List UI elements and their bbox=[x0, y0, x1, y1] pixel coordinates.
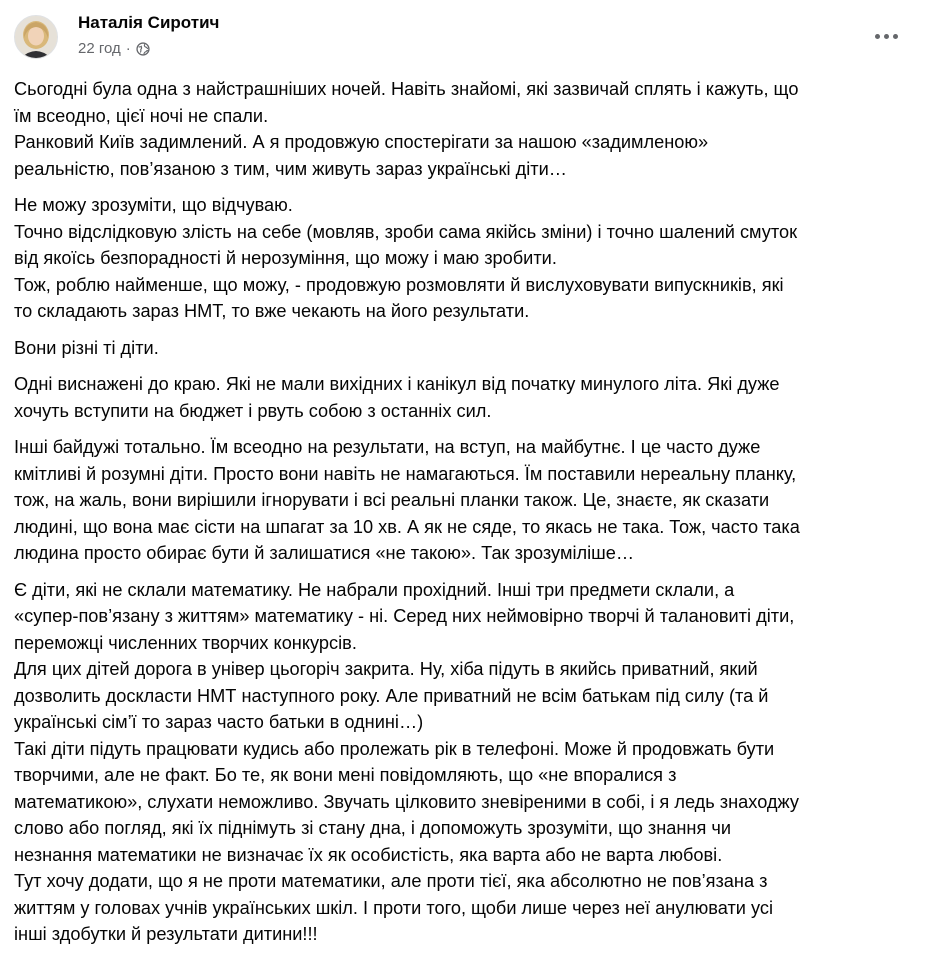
post-text-line: Інші байдужі тотально. Їм всеодно на результати, на вступ, на майбутнє. І це часто дуже bbox=[14, 437, 761, 457]
post-text-line: незнання математики не визначає їх як особистість, яка варта або не варта любові. bbox=[14, 844, 723, 865]
post-text-line: кмітливі й розумні діти. Просто вони навіть не намагаються. Їм поставили нереальну планку, bbox=[14, 463, 797, 484]
post-text-line: Для цих дітей дорога в універ цьогоріч закрита. Ну, хіба підуть в якийсь приватний, який bbox=[14, 659, 758, 679]
post-text-line: українські сім’ї то зараз часто батьки в однині…) bbox=[14, 712, 424, 732]
author-name[interactable]: Наталія Сиротич bbox=[78, 13, 220, 32]
post-text-line: «супер-пов’язану з життям» математику - ні. Серед них неймовірно творчі й талановиті діти, bbox=[14, 606, 795, 626]
post-text-line: Такі діти підуть працювати кудись або пролежать рік в телефоні. Може й продовжать бути bbox=[14, 738, 775, 759]
post-text-line: математикою», слухати неможливо. Звучать цілковито зневіреними в собі, і я ледь знаходжу bbox=[14, 791, 799, 812]
post-paragraph bbox=[14, 192, 914, 325]
post-text-line: Не можу зрозуміти, що відчуваю. bbox=[14, 195, 293, 215]
more-options-button[interactable] bbox=[868, 18, 904, 54]
post-text-line: хочуть вступити на бюджет і рвуть собою з останніх сил. bbox=[14, 400, 492, 421]
post-text-line: людина просто обирає бути й залишатися «не такою». Так зрозуміліше… bbox=[14, 543, 635, 563]
post-text-line: реальністю, пов’язаною з тим, чим живуть зараз українські діти… bbox=[14, 158, 567, 179]
post-text-line: життям у головах учнів українських шкіл. І проти того, щоби лише через неї анулювати усі bbox=[14, 897, 774, 918]
post-text-line: їм всеодно, цієї ночі не спали. bbox=[14, 105, 269, 126]
post-text-line: творчими, але не факт. Бо те, як вони мені повідомляють, що «не впоралися з bbox=[14, 765, 677, 785]
meta-separator: · bbox=[125, 40, 131, 57]
post-text-line: Ранковий Київ задимлений. А я продовжую спостерігати за нашою «задимленою» bbox=[14, 132, 709, 152]
post-text-line: дозволить доскласти НМТ наступного року. Але приватний не всім батькам під силу (та й bbox=[14, 685, 769, 706]
post-text-line: слово або погляд, які їх піднімуть зі стану дна, і допоможуть зрозуміти, що знання чи bbox=[14, 818, 732, 838]
more-dot bbox=[893, 34, 898, 39]
post-meta bbox=[78, 40, 150, 57]
post-body bbox=[14, 76, 914, 958]
post-paragraph bbox=[14, 76, 914, 182]
post-text-line: Одні виснажені до краю. Які не мали вихідних і канікул від початку минулого літа. Які дуже bbox=[14, 374, 780, 394]
post-paragraph bbox=[14, 371, 914, 424]
post-text-line: від якоїсь безпорадності й нерозуміння, що можу і маю зробити. bbox=[14, 248, 557, 268]
post-text-line: Є діти, які не склали математику. Не набрали прохідний. Інші три предмети склали, а bbox=[14, 579, 735, 600]
post-text-line: переможці численних творчих конкурсів. bbox=[14, 632, 357, 653]
post-paragraph bbox=[14, 577, 914, 948]
post-paragraph bbox=[14, 434, 914, 567]
post-text-line: Тут хочу додати, що я не проти математики, але проти тієї, яка абсолютно не пов’язана з bbox=[14, 871, 768, 891]
post-text-line: Вони різні ті діти. bbox=[14, 337, 159, 358]
post-text-line: людині, що вона має сісти на шпагат за 10 хв. А як не сяде, то якась не така. Тож, часто така bbox=[14, 516, 800, 537]
post-timestamp[interactable]: 22 год bbox=[78, 40, 121, 57]
post-text-line: тож, на жаль, вони вирішили ігнорувати і всі реальні планки також. Це, знаєте, як сказати bbox=[14, 490, 770, 510]
globe-icon[interactable] bbox=[136, 42, 150, 56]
post-paragraph bbox=[14, 335, 914, 362]
post-text-line: Тож, роблю найменше, що можу, - продовжую розмовляти й вислуховувати випускників, які bbox=[14, 274, 784, 295]
more-dot bbox=[884, 34, 889, 39]
post-text-line: Сьогодні була одна з найстрашніших ночей. Навіть знайомі, які зазвичай сплять і кажуть, що bbox=[14, 79, 799, 99]
more-dots-icon bbox=[875, 34, 880, 39]
post-text-line: то складають зараз НМТ, то вже чекають на його результати. bbox=[14, 301, 530, 321]
post-header bbox=[14, 12, 914, 68]
author-avatar[interactable] bbox=[14, 15, 58, 59]
post-text-line: Точно відслідковую злість на себе (мовляв, зроби сама якійсь зміни) і точно шалений смуток bbox=[14, 221, 798, 242]
post-text-line: інші здобутки й результати дитини!!! bbox=[14, 924, 318, 944]
